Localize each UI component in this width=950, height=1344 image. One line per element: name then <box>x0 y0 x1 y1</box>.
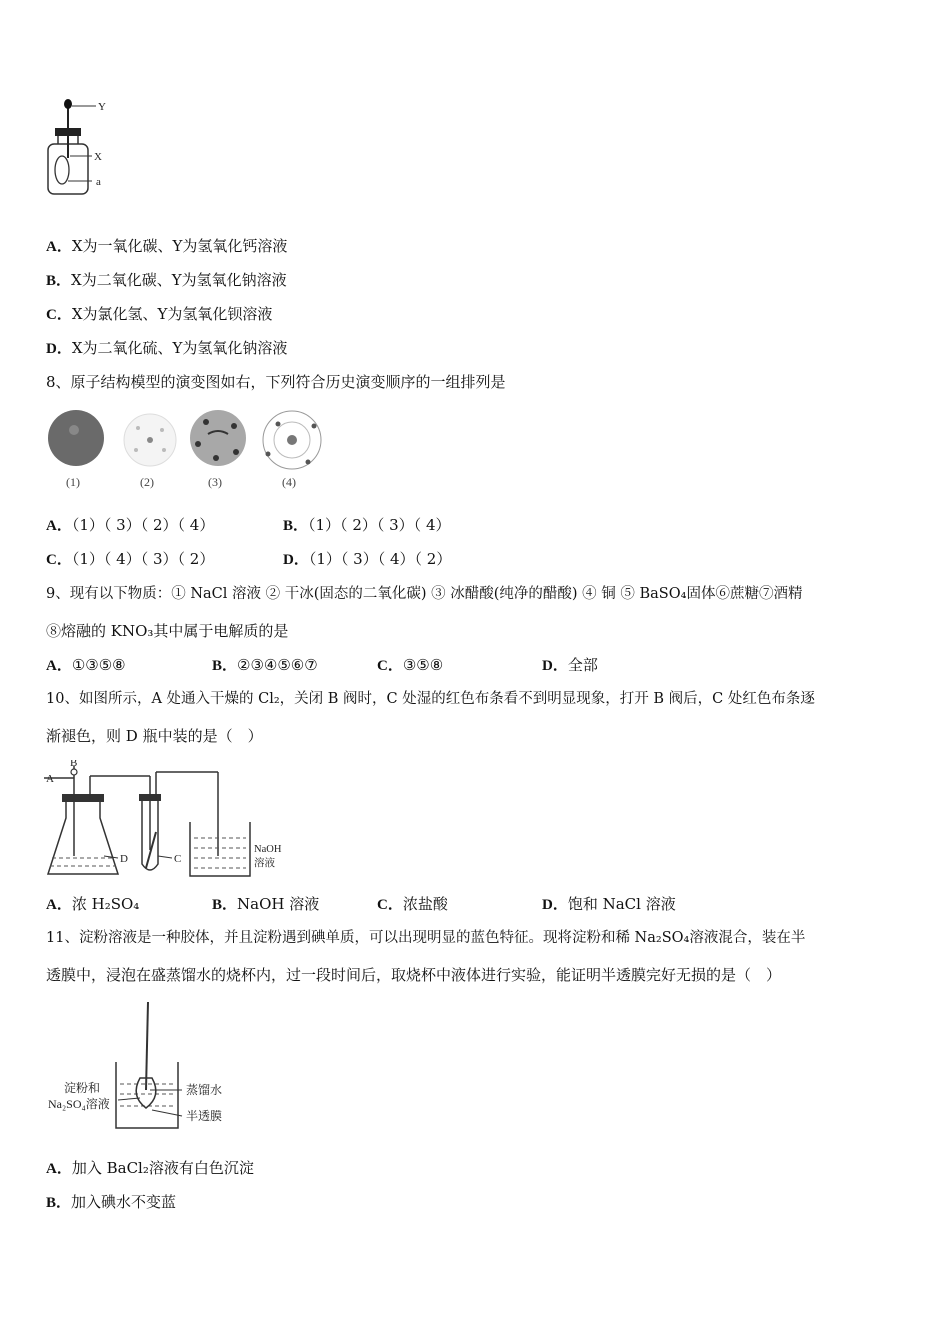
q11-option-a <box>46 1158 254 1179</box>
q9-option-d <box>542 655 598 676</box>
option-text: 浓盐酸 <box>402 895 448 913</box>
label-na2so4: Na₂SO₄溶液 <box>48 1097 110 1111</box>
option-text: X为氯化氢、Y为氢氧化钡溶液 <box>71 305 273 323</box>
option-letter: C． <box>46 552 72 568</box>
option-letter: D． <box>283 552 309 568</box>
gas-bottle-figure <box>40 96 120 200</box>
label-a: a <box>96 176 101 188</box>
test-tube-stopper <box>139 794 161 801</box>
q7-option-c <box>46 304 272 325</box>
q10-stem-line1: 10、如图所示，A 处通入干燥的 Cl₂，关闭 B 阀时，C 处湿的红色布条看不到明显现象，打开 B 阀后，C 处红色布条逐 <box>46 691 815 707</box>
label-starch-line <box>118 1098 140 1100</box>
q8-option-a <box>46 515 214 536</box>
chlorine-apparatus-figure <box>44 760 294 884</box>
option-text: 浓 H₂SO₄ <box>71 895 140 913</box>
atom-model-4 <box>263 411 321 469</box>
q9-option-b <box>212 655 318 676</box>
q11-option-b <box>46 1192 176 1213</box>
q10-option-d <box>542 894 676 915</box>
atom-models-figure <box>46 404 336 496</box>
atom-label-3: (3) <box>208 475 222 489</box>
q8-option-c <box>46 549 214 570</box>
option-letter: B． <box>283 518 309 534</box>
option-letter: C． <box>377 658 403 674</box>
beaker <box>190 822 250 876</box>
option-text: （1）（ 4）（ 3）（ 2） <box>71 550 215 568</box>
q11-stem-line1: 11、淀粉溶液是一种胶体，并且淀粉遇到碘单质，可以出现明显的蓝色特征。现将淀粉和稀 Na₂SO₄溶液混合，装在半 <box>46 930 806 946</box>
label-y: Y <box>98 101 106 113</box>
q9-option-a <box>46 655 126 676</box>
atom-model-2 <box>124 414 176 466</box>
q7-option-b <box>46 270 287 291</box>
label-water: 蒸馏水 <box>186 1083 223 1097</box>
option-letter: D． <box>46 341 72 357</box>
atom-label-4: (4) <box>282 475 296 489</box>
option-text: 加入碘水不变蓝 <box>71 1193 177 1211</box>
option-text: X为二氧化碳、Y为氢氧化钠溶液 <box>71 271 287 289</box>
q8-option-b <box>283 515 451 536</box>
atom-model-1-highlight <box>69 425 79 435</box>
option-text: X为二氧化硫、Y为氢氧化钠溶液 <box>71 339 288 357</box>
label-membrane: 半透膜 <box>186 1109 223 1123</box>
q7-option-a <box>46 236 287 257</box>
q10-stem-line2: 渐褪色，则 D 瓶中装的是（ ） <box>46 727 263 745</box>
flask-stopper <box>62 794 104 802</box>
red-cloth-strip <box>146 832 156 868</box>
option-letter: A． <box>46 239 72 255</box>
option-letter: A． <box>46 1161 72 1177</box>
dropper-bulb <box>64 99 72 109</box>
option-letter: B． <box>212 658 238 674</box>
q10-option-b <box>212 894 319 915</box>
option-text: （1）（ 3）（ 2）（ 4） <box>71 516 215 534</box>
option-text: 饱和 NaCl 溶液 <box>567 895 676 913</box>
q9-option-c <box>377 655 443 676</box>
label-x: X <box>94 151 102 163</box>
q9-stem-line2: ⑧熔融的 KNO₃其中属于电解质的是 <box>46 622 289 640</box>
balloon <box>55 156 69 184</box>
option-text: （1）（ 3）（ 4）（ 2） <box>308 550 452 568</box>
atom-model-3 <box>190 410 246 466</box>
option-letter: A． <box>46 897 72 913</box>
option-letter: C． <box>377 897 403 913</box>
option-text: ③⑤⑧ <box>402 656 444 674</box>
label-c-line <box>158 856 172 858</box>
option-letter: A． <box>46 658 72 674</box>
atom-label-1: (1) <box>66 475 80 489</box>
option-letter: D． <box>542 658 568 674</box>
option-text: ①③⑤⑧ <box>71 656 126 674</box>
flask-d <box>48 800 118 874</box>
q7-option-d <box>46 338 287 359</box>
label-b: B <box>70 760 78 769</box>
q10-option-c <box>377 894 448 915</box>
q10-option-a <box>46 894 139 915</box>
label-starch: 淀粉和 <box>64 1081 101 1095</box>
dialysis-figure <box>46 1000 246 1134</box>
label-a: A <box>46 773 54 785</box>
q8-stem: 8、原子结构模型的演变图如右，下列符合历史演变顺序的一组排列是 <box>46 373 506 391</box>
option-letter: B． <box>46 273 72 289</box>
option-letter: B． <box>46 1195 72 1211</box>
option-letter: A． <box>46 518 72 534</box>
option-text: NaOH 溶液 <box>237 895 320 913</box>
q9-stem-line1: 9、现有以下物质：① NaCl 溶液 ② 干冰(固态的二氧化碳) ③ 冰醋酸(纯净的醋酸) ④ 铜 ⑤ BaSO₄固体⑥蔗糖⑦酒精 <box>46 586 803 602</box>
atom-model-1 <box>48 410 104 466</box>
atom-label-2: (2) <box>140 475 154 489</box>
option-letter: C． <box>46 307 72 323</box>
q11-stem-line2: 透膜中，浸泡在盛蒸馏水的烧杯内，过一段时间后，取烧杯中液体进行实验，能证明半透膜完好无损的是（ ） <box>46 966 782 984</box>
option-text: （1）（ 2）（ 3）（ 4） <box>308 516 451 534</box>
option-text: X为一氧化碳、Y为氢氧化钙溶液 <box>71 237 288 255</box>
label-solution: 溶液 <box>254 858 275 869</box>
valve-b <box>71 769 77 775</box>
glass-rod <box>146 1002 148 1090</box>
option-text: 全部 <box>567 656 598 674</box>
q8-option-d <box>283 549 451 570</box>
option-letter: B． <box>212 897 238 913</box>
label-c: C <box>174 853 182 865</box>
option-text: ②③④⑤⑥⑦ <box>237 656 318 674</box>
option-letter: D． <box>542 897 568 913</box>
label-naoh: NaOH <box>254 844 282 855</box>
option-text: 加入 BaCl₂溶液有白色沉淀 <box>71 1159 254 1177</box>
label-d: D <box>120 853 128 865</box>
